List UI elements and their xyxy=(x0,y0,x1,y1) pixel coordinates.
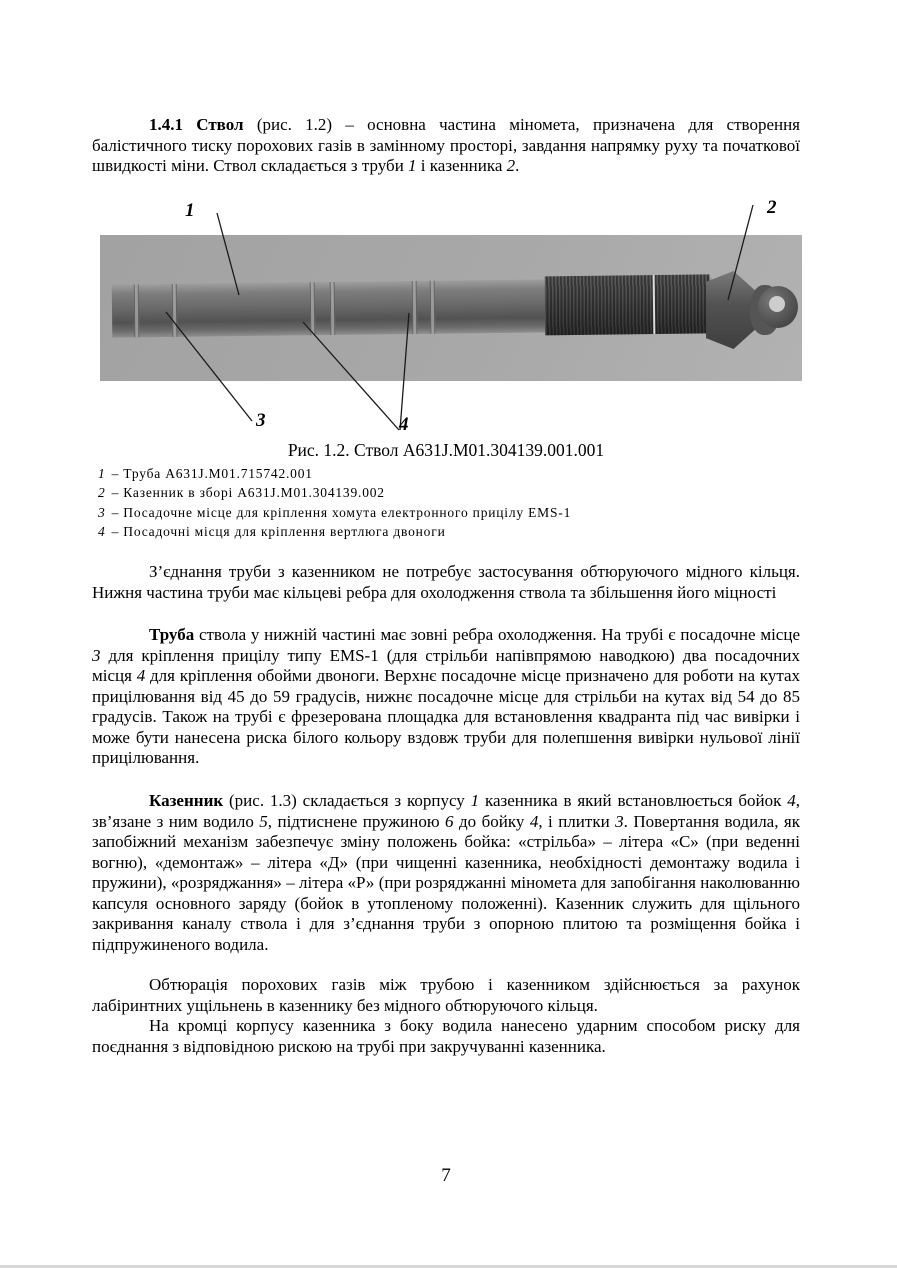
legend-item-2 xyxy=(98,483,738,502)
leader-line-3 xyxy=(166,312,252,421)
figure-label-3: 3 xyxy=(256,410,266,431)
leader-line-4a xyxy=(303,322,399,430)
figure-caption: Рис. 1.2. Ствол А631J.М01.304139.001.001 xyxy=(287,440,605,460)
legend-number: 1 xyxy=(98,466,106,481)
legend-item-1 xyxy=(98,464,738,483)
legend-number: 4 xyxy=(98,524,106,540)
figure-1-2 xyxy=(92,195,808,442)
figure-label-2: 2 xyxy=(767,197,777,218)
paragraph-joint: З’єднання труби з казенником не потребує застосування обтюруючого мідного кільця. Нижня частина труби має кільцеві ребра для охолодження ствола та збільшення його міцності xyxy=(92,562,800,602)
leader-line-2 xyxy=(728,205,753,300)
leader-line-4b xyxy=(400,313,409,430)
paragraph-obturation: Обтюрація порохових газів між трубою і казенником здійснюється за рахунок лабіринтних ущільнень в казеннику без мідного обтюруючого кільця. xyxy=(92,975,800,1015)
page-number: 7 xyxy=(441,1165,451,1186)
legend-number: 3 xyxy=(98,504,106,520)
legend-text: – Труба А631J.М01.715742.001 xyxy=(111,466,313,481)
paragraph-intro: 1.4.1 Ствол (рис. 1.2) – основна частина міномета, призначена для створення балістичного тиску порохових газів в замінному просторі, завдання напрямку руху та початкової швидкості міни. Ствол складається з труби 1 і казенника 2. xyxy=(92,115,801,175)
legend-item-4 xyxy=(98,522,738,541)
legend-text: – Казенник в зборі А631J.М01.304139.002 xyxy=(111,485,385,501)
leader-lines xyxy=(92,195,808,442)
figure-legend xyxy=(98,464,738,542)
figure-label-1: 1 xyxy=(185,200,195,221)
paragraph-breech: Казенник (рис. 1.3) складається з корпусу 1 казенника в який встановлюється бойок 4, зв’язане з ним водило 5, підтиснене пружиною 6 до бойку 4, і плитки 3. Повертання водила, як запобіжний механізм забезпечує зміну положень бойка: «стрільба» – літера «С» (при веденні вогню), «демонтаж» – літера «Д» (при чищенні казенника, необхідності демонтажу водила і пружини), «розряджання» – літера «Р» (при розряджанні міномета для запобігання наколюванню капсуля основного заряду (бойок в утопленому положенні). Казенник служить для щільного закривання каналу ствола і для з’єднання труби з опорною плитою та розміщення бойка і підпружиненого водила. xyxy=(92,791,801,954)
legend-item-3 xyxy=(98,503,738,522)
leader-line-1 xyxy=(217,213,239,295)
legend-number: 2 xyxy=(98,485,106,501)
legend-text: – Посадочне місце для кріплення хомута електронного прицілу EMS-1 xyxy=(111,504,572,520)
paragraph-tube: Труба ствола у нижній частині має зовні ребра охолодження. На трубі є посадочне місце 3 для кріплення прицілу типу EMS-1 (для стрільби напівпрямою наводкою) два посадочних місця 4 для кріплення обойми двоноги. Верхнє посадочне місце призначено для роботи на кутах прицілювання від 45 до 59 градусів, нижнє посадочне місце для стрільби на кутах від 54 до 85 градусів. Також на трубі є фрезерована площадка для встановлення квадранта під час вивірки і може бути нанесена риска білого кольору вздовж труби для полепшення вивірки нульової лінії прицілювання. xyxy=(92,625,801,767)
legend-text: – Посадочні місця для кріплення вертлюга двоноги xyxy=(111,524,446,540)
paragraph-mark: На кромці корпусу казенника з боку водила нанесено ударним способом риску для поєднання з відповідною рискою на трубі при закручуванні казенника. xyxy=(92,1016,800,1056)
figure-label-4: 4 xyxy=(399,414,409,435)
